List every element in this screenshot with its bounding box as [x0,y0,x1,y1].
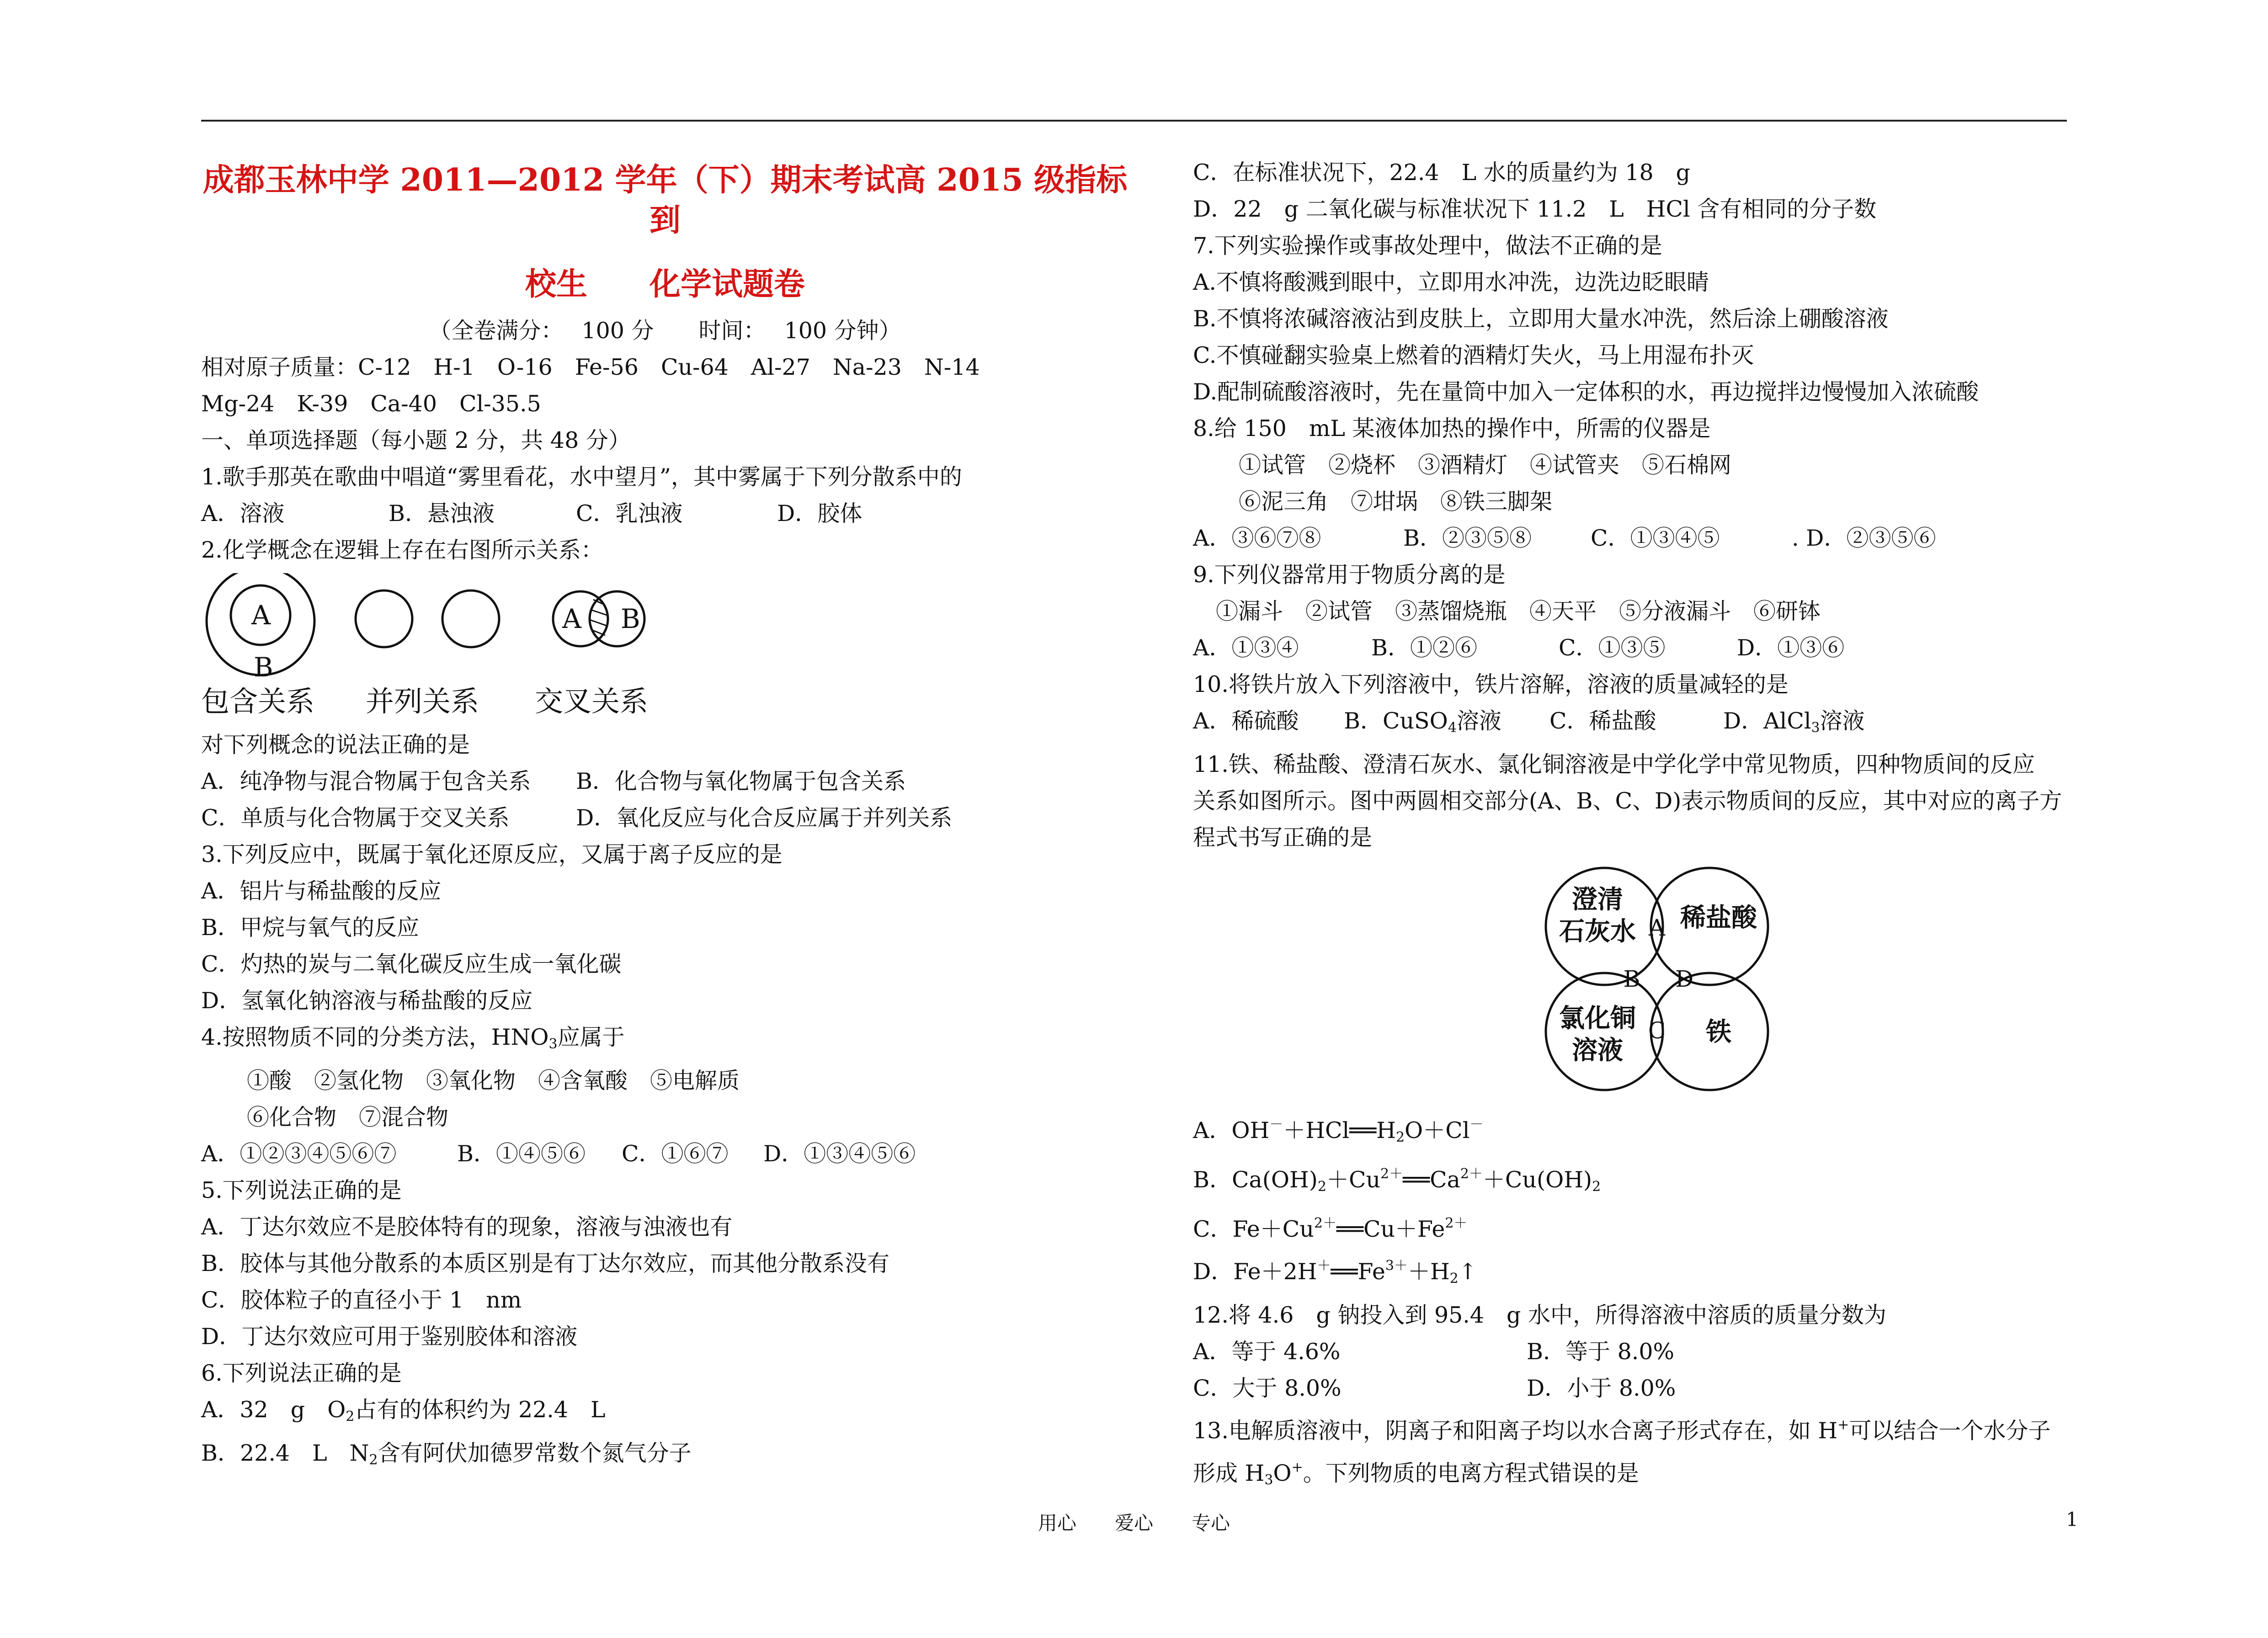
q11-d-6: 2 [1449,1271,1459,1287]
q7-option-b: B.不慎将浓碱溶液沾到皮肤上，立即用大量水冲洗，然后涂上硼酸溶液 [1193,306,1889,332]
q13-2c: O [1273,1460,1292,1486]
q4-items1: ①酸 ②氢化物 ③氧化物 ④含氧酸 ⑤电解质 [247,1068,740,1094]
q4-option-c: C．①⑥⑦ [622,1141,729,1167]
q3-option-d: D．氢氧化钠溶液与稀盐酸的反应 [201,988,533,1014]
q13-1b: + [1837,1417,1849,1433]
page-number: 1 [2066,1508,2078,1531]
q11-d-5: ＋H [1407,1259,1450,1285]
venn-label-limewater-1: 澄清 [1572,885,1623,915]
q6-b-post: 含有阿伏加德罗常数个氮气分子 [378,1440,692,1466]
q4-stem-sub: 3 [548,1036,558,1052]
q11-option-d [1193,1248,2084,1297]
q2-stem2: 对下列概念的说法正确的是 [201,732,470,758]
q11-stem-line2: 关系如图所示。图中两圆相交部分(A、B、C、D)表示物质间的反应，其中对应的离子方 [1193,788,2062,814]
q12-options-row1 [1193,1334,2084,1370]
q11-c-4: 2＋ [1445,1215,1468,1231]
q12-option-b: B．等于 8.0% [1527,1339,1675,1365]
intersect-letter-b: B [621,603,640,634]
q10-b-pre: B．CuSO [1344,708,1448,734]
q1-stem: 1.歌手那英在歌曲中唱道“雾里看花，水中望月”，其中雾属于下列分散系中的 [201,464,962,490]
q11-c-2: 2＋ [1314,1215,1336,1231]
q8-option-d: . D．②③⑤⑥ [1792,525,1936,551]
page-title-line2: 校生 化学试题卷 [525,266,805,303]
venn-label-limewater-2: 石灰水 [1559,917,1636,947]
q6-option-a [201,1392,1129,1435]
q9-option-c: C．①③⑤ [1559,635,1666,661]
q6-a-sub: 2 [346,1409,355,1425]
q7-option-c: C.不慎碰翻实验桌上燃着的酒精灯失火，马上用湿布扑灭 [1193,342,1754,368]
q11-a-5: O＋Cl [1405,1117,1470,1143]
q13-2d: + [1291,1459,1303,1475]
q8-items2: ⑥泥三角 ⑦坩埚 ⑧铁三脚架 [1239,489,1553,515]
q4-options [201,1136,1129,1172]
atomic-mass-line2: Mg-24 K-39 Ca-40 Cl-35.5 [201,391,541,417]
q2-options-row2 [201,800,1129,836]
containment-letter-a: A [251,600,271,631]
q4-stem [201,1019,1129,1063]
q11-d-2: ＋ [1317,1258,1331,1274]
q3-option-a: A．铝片与稀盐酸的反应 [201,878,442,904]
q11-a-1: A．OH [1193,1117,1270,1143]
q13-1a: 13.电解质溶液中，阴离子和阳离子均以水合离子形式存在，如 H [1193,1418,1838,1444]
q11-option-c [1193,1205,2084,1248]
q2-relation-diagram [201,573,704,678]
q11-a-2: － [1269,1117,1283,1133]
page-footer: 用心 爱心 专心 [1038,1512,1230,1534]
q1-options [201,495,1129,532]
q4-option-a: A．①②③④⑤⑥⑦ [201,1141,397,1167]
q8-option-a: A．③⑥⑦⑧ [1193,525,1321,551]
q2-option-c: C．单质与化合物属于交叉关系 [201,805,510,831]
q13-stem-line1 [1193,1407,2084,1449]
q9-stem: 9.下列仪器常用于物质分离的是 [1193,562,1506,588]
q11-d-1: D．Fe＋2H [1193,1259,1317,1285]
q11-stem-line1: 11.铁、稀盐酸、澄清石灰水、氯化铜溶液是中学化学中常见物质，四种物质间的反应 [1193,751,2035,777]
q11-a-3: ＋HCl══H [1283,1117,1396,1143]
q3-option-b: B．甲烷与氧气的反应 [201,915,420,941]
venn-label-iron: 铁 [1706,1017,1731,1047]
q12-option-c: C．大于 8.0% [1193,1375,1342,1401]
q11-stem-line3: 程式书写正确的是 [1193,824,1373,851]
q2-stem: 2.化学概念在逻辑上存在右图所示关系： [201,537,603,563]
q10-stem: 10.将铁片放入下列溶液中，铁片溶解，溶液的质量减轻的是 [1193,671,1789,697]
q9-option-d: D．①③⑥ [1737,635,1845,661]
venn-letter-a: A [1648,915,1666,941]
q13-2b: 3 [1264,1472,1273,1488]
q11-b-6: 2＋ [1460,1166,1483,1182]
q1-option-c: C．乳浊液 [576,500,683,526]
q12-stem: 12.将 4.6 g 钠投入到 95.4 g 水中，所得溶液中溶质的质量分数为 [1193,1302,1886,1328]
q10-b-sub: 4 [1448,720,1457,736]
q11-d-7: ↑ [1458,1259,1477,1285]
q12-option-a: A．等于 4.6% [1193,1339,1341,1365]
q10-d-pre: D．AlCl [1723,708,1811,734]
venn-label-cucl2-2: 溶液 [1572,1036,1623,1065]
q8-option-c: C．①③④⑤ [1591,525,1720,551]
parallel-circle-left [356,590,412,647]
q13-1c: 可以结合一个水分子 [1849,1418,2051,1444]
label-containment: 包含关系 [201,685,315,718]
q11-d-3: ══Fe [1331,1259,1385,1285]
q3-option-c: C．灼热的炭与二氧化碳反应生成一氧化碳 [201,951,622,977]
q5-option-a: A．丁达尔效应不是胶体特有的现象，溶液与浊液也有 [201,1214,733,1240]
q11-a-4: 2 [1395,1129,1405,1145]
q6-option-c: C．在标准状况下，22.4 L 水的质量约为 18 g [1193,160,1691,186]
q6-b-sub: 2 [369,1452,378,1468]
q6-a-post: 占有的体积约为 22.4 L [354,1397,606,1423]
q8-options [1193,520,2084,557]
q1-option-b: B．悬浊液 [389,500,495,526]
q7-option-d: D.配制硫酸溶液时，先在量筒中加入一定体积的水，再边搅拌边慢慢加入浓硫酸 [1193,379,1979,405]
label-intersection: 交叉关系 [535,685,649,718]
q6-option-b [201,1435,1129,1478]
parallel-circle-right [442,590,499,647]
q11-b-3: ＋Cu [1326,1167,1381,1193]
venn-letter-d: D [1675,966,1694,992]
q10-d-post: 溶液 [1820,708,1865,734]
q11-option-b [1193,1156,2084,1205]
q11-b-8: 2 [1592,1179,1601,1195]
containment-letter-b: B [254,652,273,678]
q13-stem-line2 [1193,1449,2084,1499]
venn-letter-c: C [1648,1017,1666,1044]
q6-b-pre: B．22.4 L N [201,1440,369,1466]
q6-option-d: D．22 g 二氧化碳与标准状况下 11.2 L HCl 含有相同的分子数 [1193,196,1877,222]
q8-stem: 8.给 150 mL 某液体加热的操作中，所需的仪器是 [1193,415,1711,441]
q5-option-b: B．胶体与其他分散系的本质区别是有丁达尔效应，而其他分散系没有 [201,1250,890,1276]
q9-option-a: A．①③④ [1193,635,1299,661]
q7-stem: 7.下列实验操作或事故处理中，做法不正确的是 [1193,233,1662,259]
q10-option-a: A．稀硫酸 [1193,708,1299,734]
exam-info: （全卷满分： 100 分 时间： 100 分钟） [429,318,901,344]
q4-stem-pre: 4.按照物质不同的分类方法，HNO [201,1024,549,1050]
q11-c-3: ══Cu＋Fe [1336,1216,1445,1242]
q11-b-1: B．Ca(OH) [1193,1167,1318,1193]
q9-options [1193,630,2084,666]
left-column [201,160,1129,1478]
q9-option-b: B．①②⑥ [1371,635,1478,661]
q10-option-c: C．稀盐酸 [1549,708,1656,734]
q9-items: ①漏斗 ②试管 ③蒸馏烧瓶 ④天平 ⑤分液漏斗 ⑥研钵 [1216,598,1821,624]
q5-option-d: D．丁达尔效应可用于鉴别胶体和溶液 [201,1324,578,1350]
page-title-line1: 成都玉林中学 2011—2012 学年（下）期末考试高 2015 级指标到 [202,162,1128,239]
q11-b-5: ══Ca [1403,1167,1460,1193]
q1-option-d: D．胶体 [777,500,862,526]
q11-b-7: ＋Cu(OH) [1482,1167,1592,1193]
venn-label-hcl: 稀盐酸 [1680,903,1757,933]
q11-b-2: 2 [1317,1179,1326,1195]
atomic-mass-line1: 相对原子质量：C-12 H-1 O-16 Fe-56 Cu-64 Al-27 Na-23 N-14 [201,354,980,380]
q7-option-a: A.不慎将酸溅到眼中，立即用水冲洗，边洗边眨眼睛 [1193,269,1709,295]
q5-option-c: C．胶体粒子的直径小于 1 nm [201,1287,522,1313]
right-column [1193,154,2084,1499]
q10-option-d [1723,703,1865,746]
q2-option-a: A．纯净物与混合物属于包含关系 [201,768,531,794]
q4-items2: ⑥化合物 ⑦混合物 [247,1104,449,1130]
q10-b-post: 溶液 [1456,708,1501,734]
q2-figure [201,573,1129,722]
q10-option-b [1344,703,1549,746]
intersect-letter-a: A [562,603,581,634]
venn-label-cucl2-1: 氯化铜 [1559,1004,1636,1033]
q11-c-1: C．Fe＋Cu [1193,1216,1314,1242]
label-parallel: 并列关系 [366,685,479,718]
section-heading: 一、单项选择题（每小题 2 分，共 48 分） [201,427,631,453]
q11-venn-diagram [1540,862,1778,1100]
q2-relation-labels [201,681,1129,722]
q8-items1: ①试管 ②烧杯 ③酒精灯 ④试管夹 ⑤石棉网 [1239,452,1732,478]
q2-option-b: B．化合物与氧化物属于包含关系 [576,768,906,794]
q6-a-pre: A．32 g O [201,1397,346,1423]
q1-option-a: A．溶液 [201,500,285,526]
q13-2e: 。下列物质的电离方程式错误的是 [1303,1460,1639,1486]
header-rule [201,120,2067,122]
q2-option-d: D．氧化反应与化合反应属于并列关系 [576,805,953,831]
q13-2a: 形成 H [1193,1460,1265,1486]
q10-options [1193,703,2084,746]
q4-option-d: D．①③④⑤⑥ [763,1141,916,1167]
q10-d-sub: 3 [1811,720,1820,736]
q11-b-4: 2＋ [1380,1166,1403,1182]
q12-options-row2 [1193,1370,2084,1407]
q2-options-row1 [201,763,1129,800]
q8-option-b: B．②③⑤⑧ [1403,525,1532,551]
q6-stem: 6.下列说法正确的是 [201,1360,402,1386]
q11-d-4: 3＋ [1385,1258,1408,1274]
q5-stem: 5.下列说法正确的是 [201,1177,402,1203]
q11-a-6: － [1469,1117,1484,1133]
q4-stem-post: 应属于 [557,1024,625,1050]
venn-letter-b: B [1623,966,1640,992]
q12-option-d: D．小于 8.0% [1527,1375,1676,1401]
q11-option-a [1193,1106,2084,1156]
q4-option-b: B．①④⑤⑥ [457,1141,586,1167]
q3-stem: 3.下列反应中，既属于氧化还原反应，又属于离子反应的是 [201,841,783,867]
